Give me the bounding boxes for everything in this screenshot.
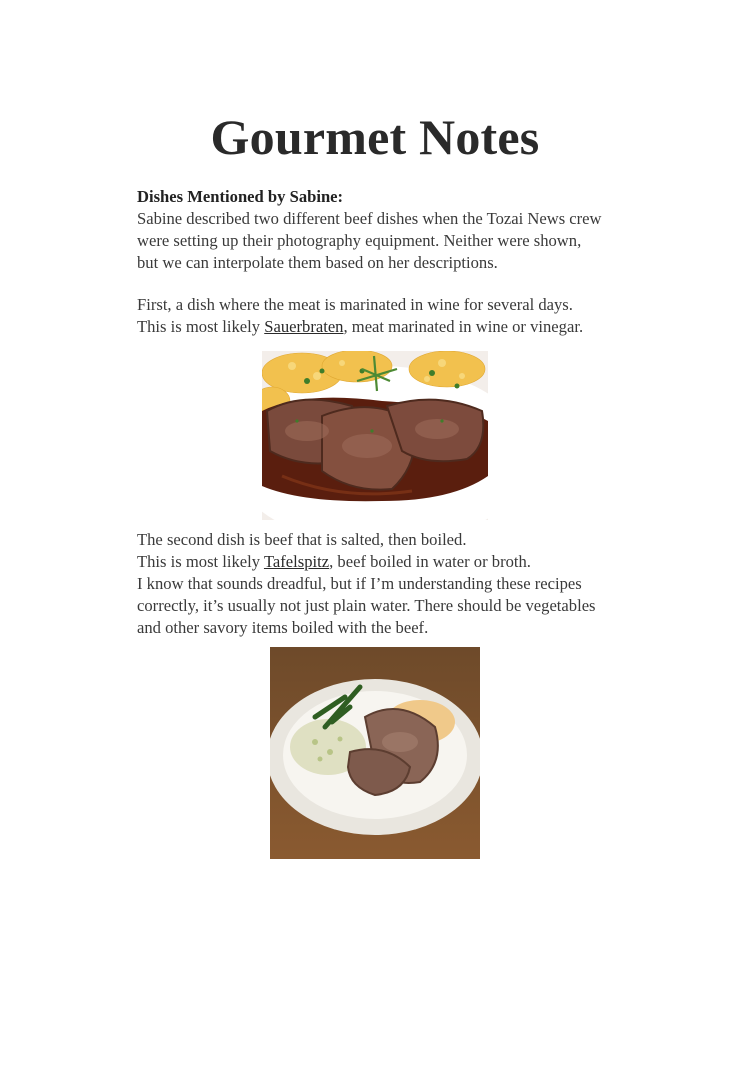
sauerbraten-photo xyxy=(262,351,488,520)
dish1-line-2 xyxy=(137,316,627,338)
dish2-line-3: I know that sounds dreadful, but if I’m understanding these recipes xyxy=(137,574,582,593)
tafelspitz-photo xyxy=(270,647,480,859)
tafelspitz-link[interactable]: Tafelspitz xyxy=(263,552,330,571)
sauerbraten-illustration xyxy=(262,351,488,520)
page-title: Gourmet Notes xyxy=(210,109,540,165)
dish2-line-4: correctly, it’s usually not just plain water. There should be vegetables xyxy=(137,596,596,615)
intro-line-3: but we can interpolate them based on her descriptions. xyxy=(137,253,498,272)
dish1-prefix: This is most likely xyxy=(137,317,265,336)
dish2-line-1: The second dish is beef that is salted, then boiled. xyxy=(137,530,467,549)
intro-heading: Dishes Mentioned by Sabine: xyxy=(137,187,344,206)
dish2-section xyxy=(137,529,627,639)
dish2-line-2 xyxy=(137,551,627,573)
dish2-prefix: This is most likely xyxy=(137,552,264,571)
tafelspitz-illustration xyxy=(270,647,480,859)
sauerbraten-link[interactable]: Sauerbraten xyxy=(264,317,344,336)
dish2-line-5: and other savory items boiled with the beef. xyxy=(137,618,429,637)
dish1-suffix: , meat marinated in wine or vinegar. xyxy=(343,317,584,336)
intro-line-1: Sabine described two different beef dishes when the Tozai News crew xyxy=(137,209,602,228)
intro-section xyxy=(137,186,627,274)
dish1-section xyxy=(137,294,627,338)
dish2-suffix: , beef boiled in water or broth. xyxy=(329,552,531,571)
intro-line-2: were setting up their photography equipment. Neither were shown, xyxy=(137,231,582,250)
dish1-line-1: First, a dish where the meat is marinated in wine for several days. xyxy=(137,295,573,314)
